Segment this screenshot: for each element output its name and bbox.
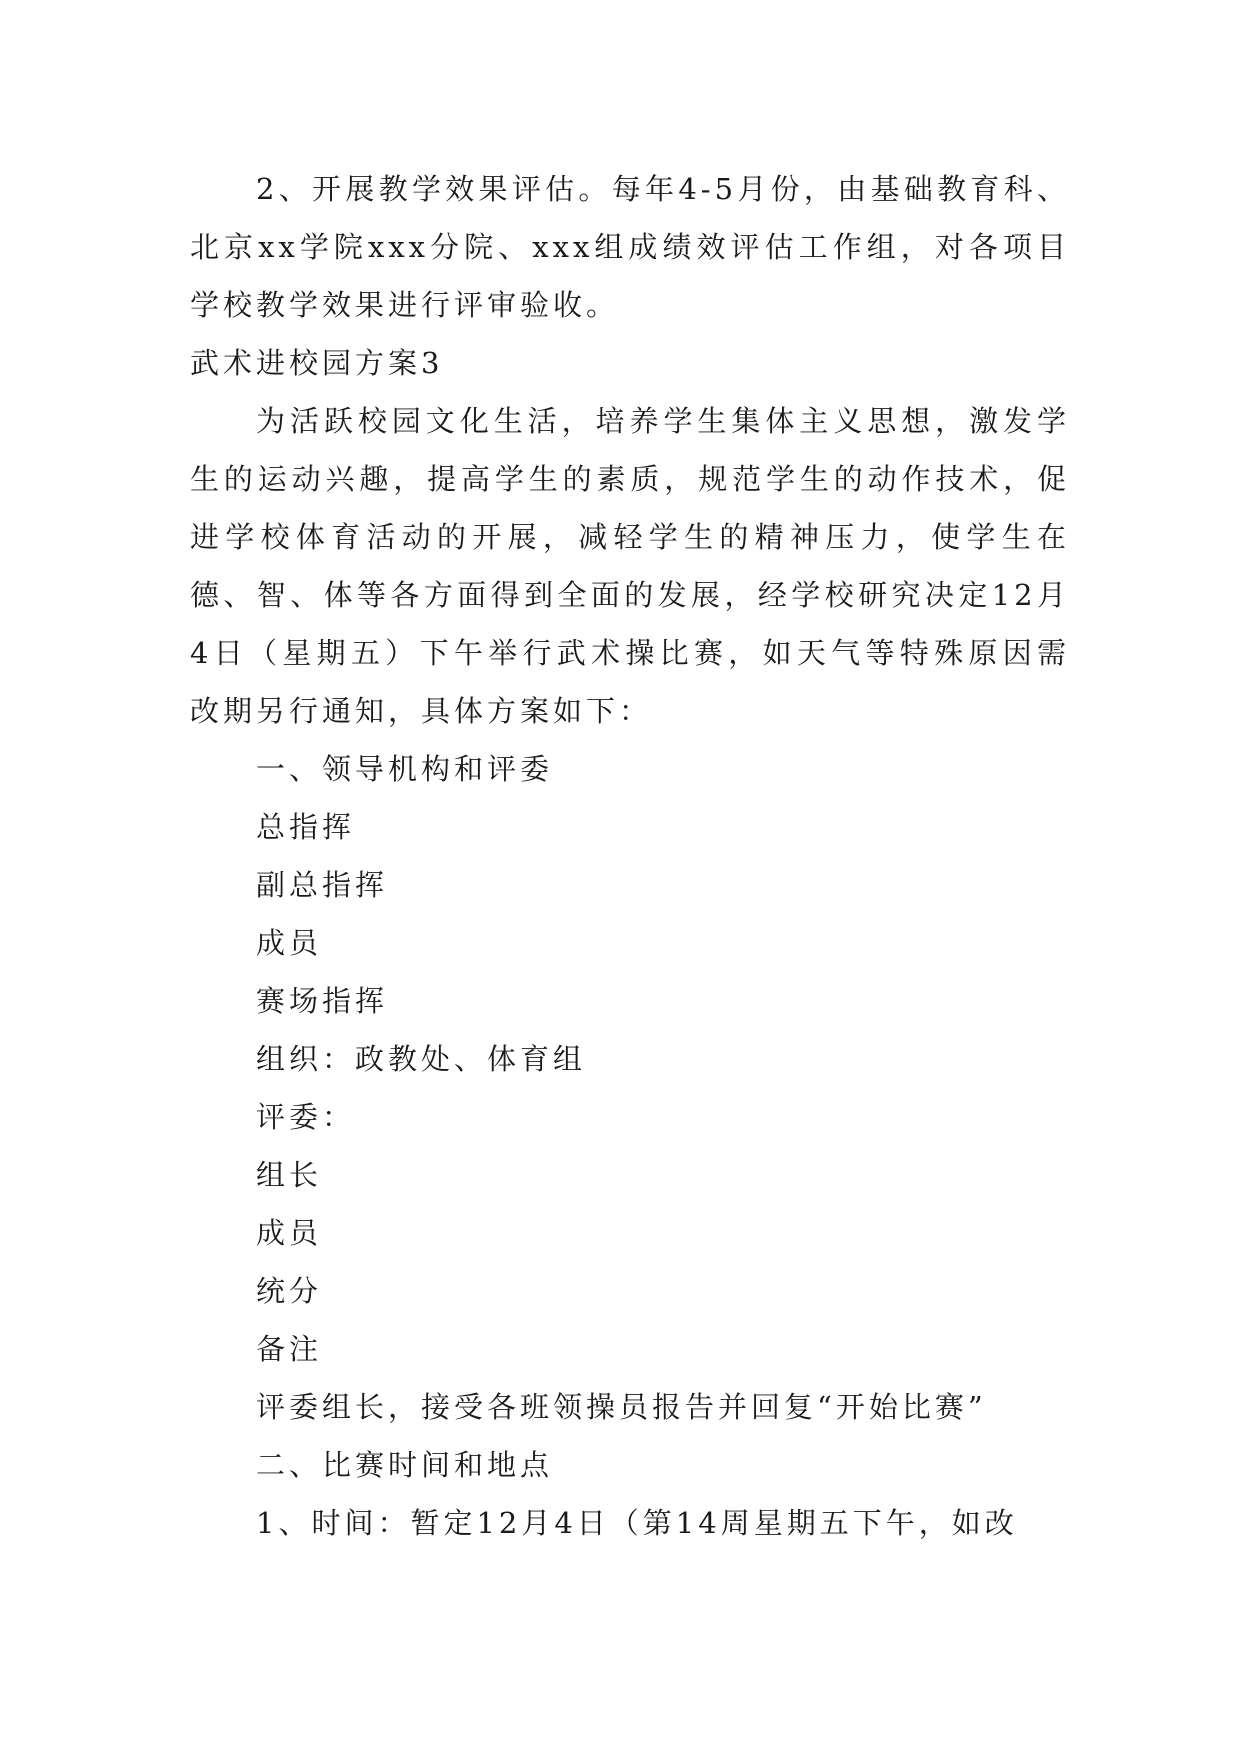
item-commander: 总指挥 <box>256 810 356 844</box>
item-remark: 备注 <box>256 1332 323 1366</box>
item-time: 1、时间：暂定12月4日（第14周星期五下午，如改 <box>256 1506 1018 1540</box>
item-judge-leader-note: 评委组长，接受各班领操员报告并回复“开始比赛” <box>256 1390 987 1424</box>
item-scoring: 统分 <box>256 1274 323 1308</box>
document-body <box>190 160 1070 1552</box>
item-organizer: 组织：政教处、体育组 <box>256 1042 587 1076</box>
item-venue-commander: 赛场指挥 <box>256 984 389 1018</box>
paragraph-introduction: 为活跃校园文化生活，培养学生集体主义思想，激发学生的运动兴趣，提高学生的素质，规范学生的动作技术，促进学校体育活动的开展，减轻学生的精神压力，使学生在德、智、体等各方面得到全面的发展，经学校研究决定12月4日（星期五）下午举行武术操比赛，如天气等特殊原因需改期另行通知，具体方案如下： <box>190 404 1070 728</box>
section-heading-time-location: 二、比赛时间和地点 <box>256 1448 554 1482</box>
item-judge-members: 成员 <box>256 1216 323 1250</box>
paragraph-evaluation: 2、开展教学效果评估。每年4-5月份，由基础教育科、北京xx学院xxx分院、xxx组成绩效评估工作组，对各项目学校教学效果进行评审验收。 <box>190 172 1070 322</box>
section-heading-leadership: 一、领导机构和评委 <box>256 752 554 786</box>
heading-plan-3: 武术进校园方案3 <box>190 346 444 380</box>
item-vice-commander: 副总指挥 <box>256 868 389 902</box>
item-judges: 评委： <box>256 1100 356 1134</box>
item-group-leader: 组长 <box>256 1158 323 1192</box>
item-members: 成员 <box>256 926 323 960</box>
